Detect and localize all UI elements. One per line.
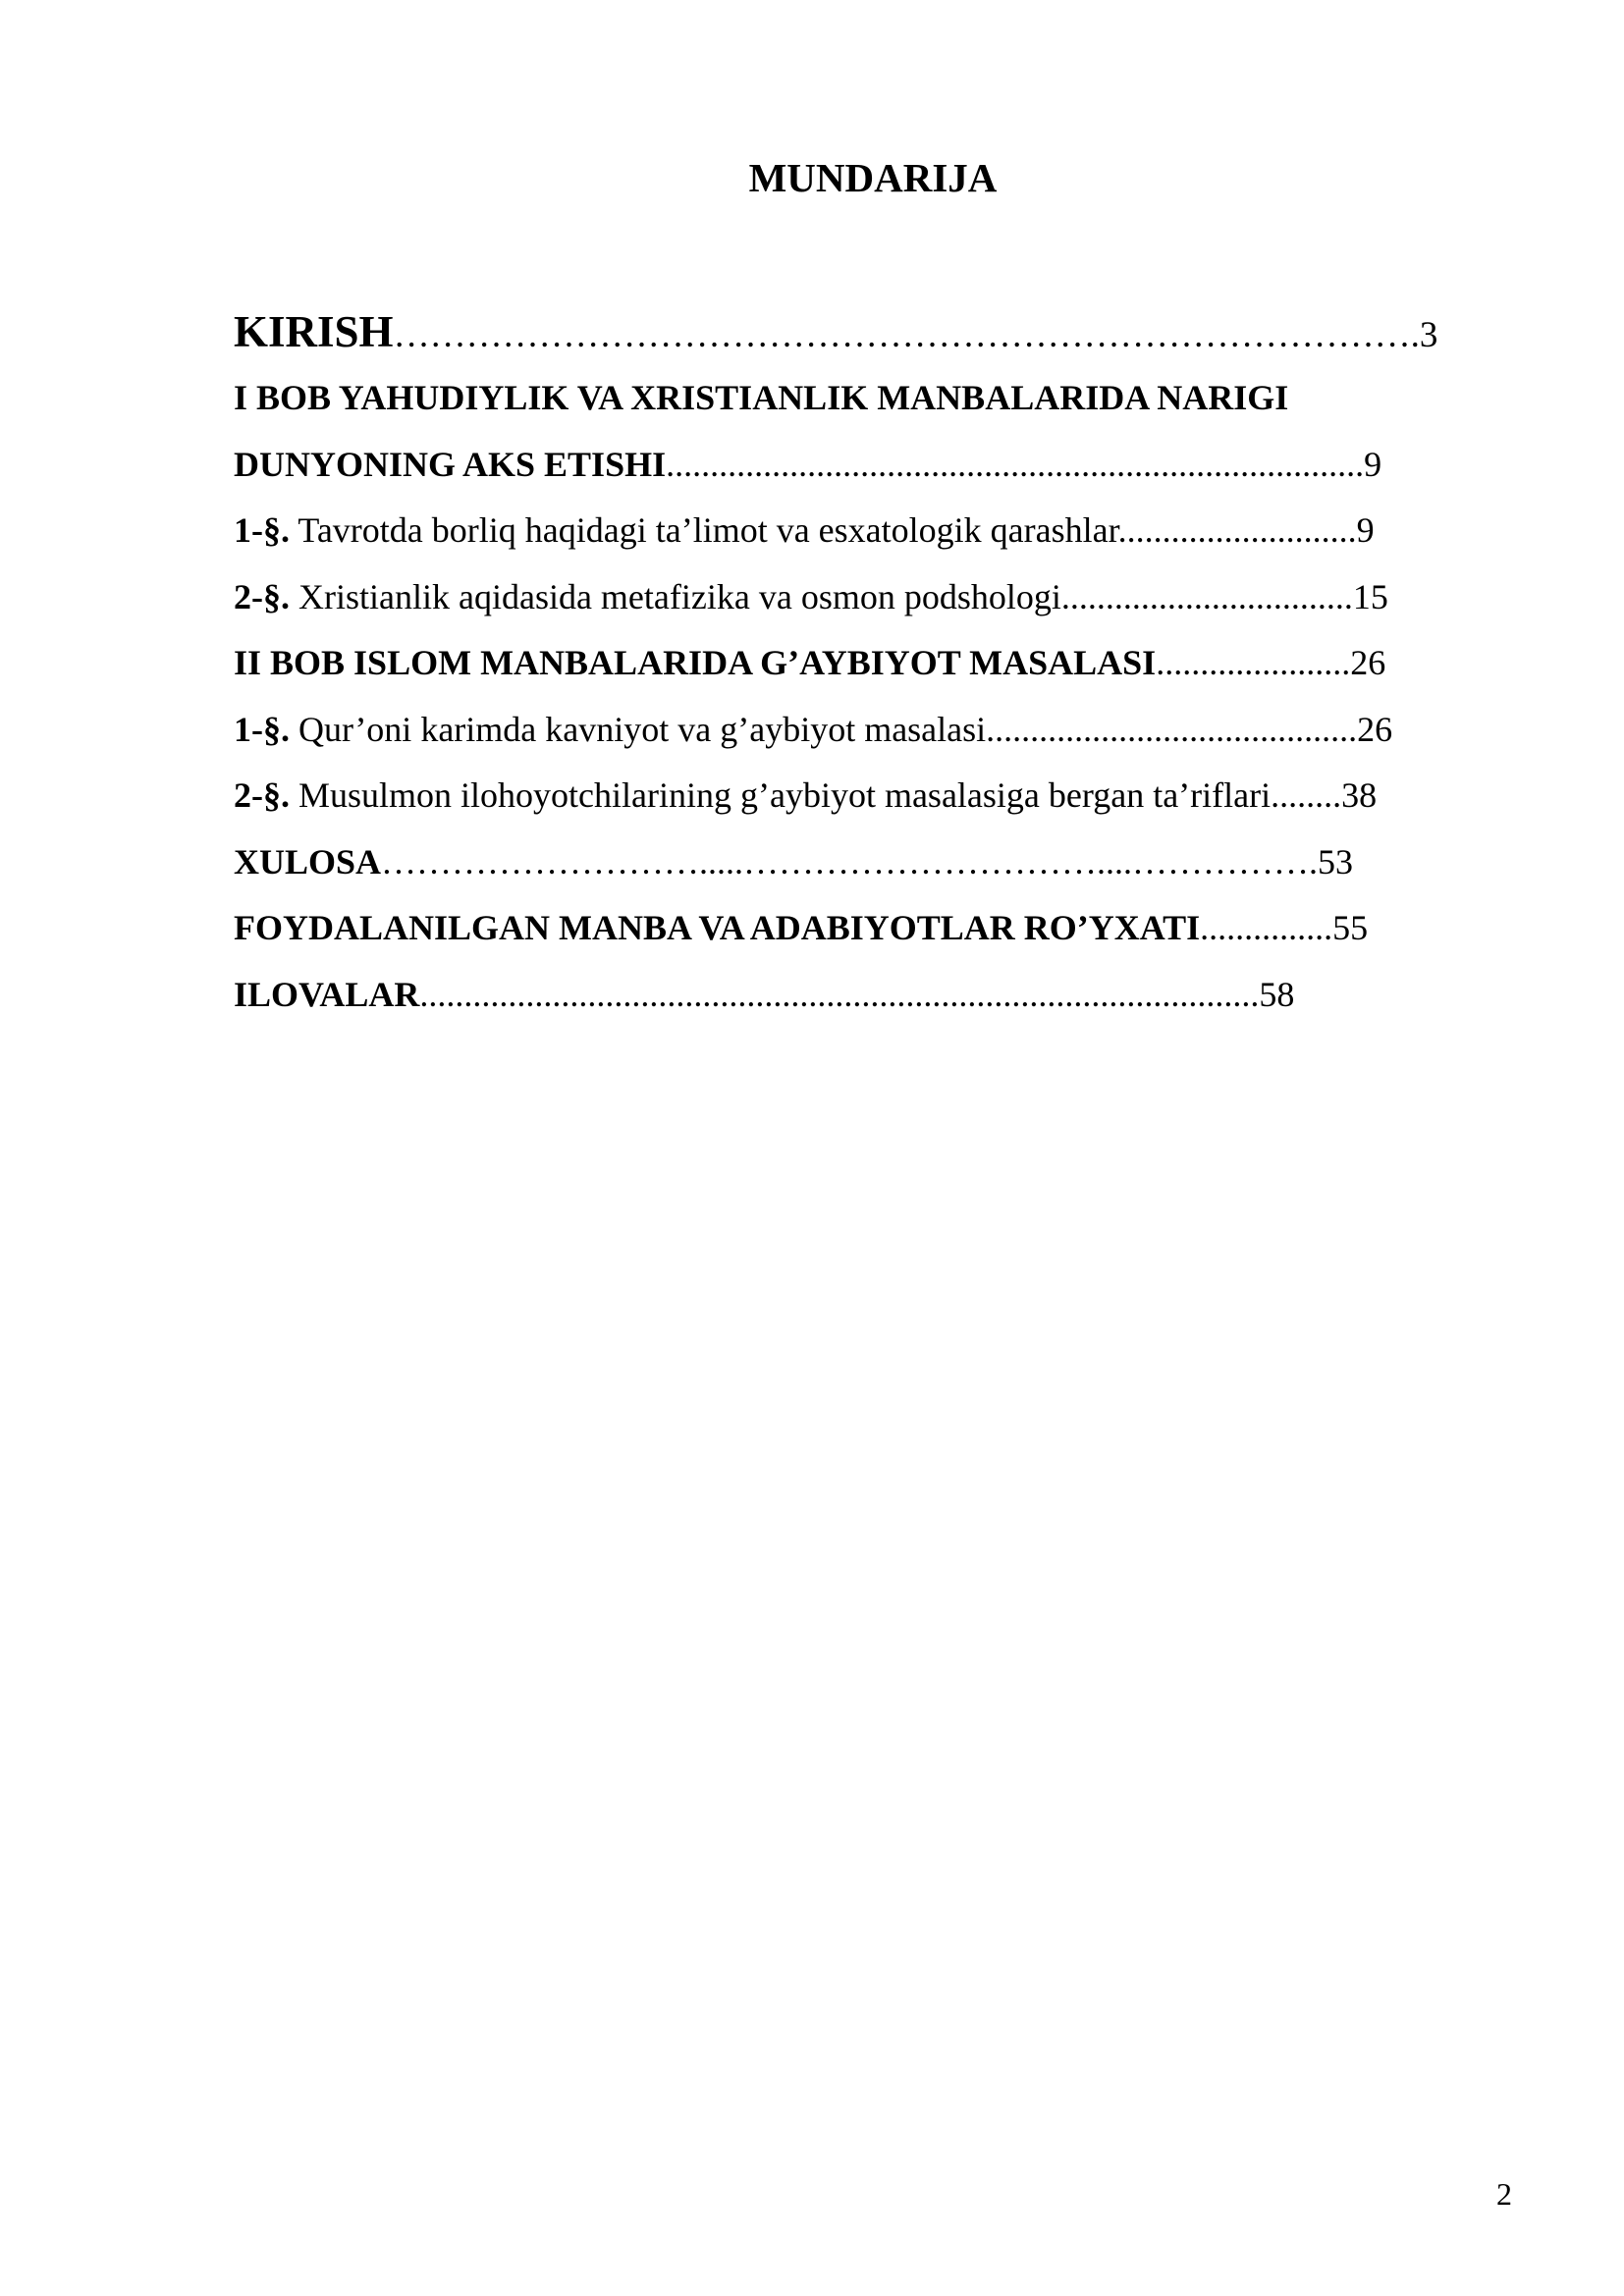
- toc-entry-title: I BOB YAHUDIYLIK VA XRISTIANLIK MANBALARIDA NARIGI: [234, 378, 1289, 417]
- toc-entry-title: Qur’oni karimda kavniyot va g’aybiyot masalasi: [290, 709, 987, 749]
- toc-entry-kirish[interactable]: [234, 299, 1494, 365]
- toc-leader-dots: ...........................: [1117, 510, 1357, 550]
- toc-entry-title: DUNYONING AKS ETISHI: [234, 444, 667, 484]
- toc-leader-dots: ...............: [1200, 908, 1333, 947]
- toc-leader-dots: ………………………………………………………………………….: [393, 315, 1420, 355]
- toc-page-number: 38: [1341, 775, 1378, 815]
- toc-entry-foydalanilgan[interactable]: [234, 895, 1494, 962]
- toc-entry-title: Musulmon ilohoyotchilarining g’aybiyot masalasiga bergan ta’riflari: [290, 775, 1272, 815]
- toc-leader-dots: .................................: [1060, 576, 1353, 616]
- toc-entry-title: ILOVALAR: [234, 974, 420, 1014]
- toc-page-number: 9: [1364, 444, 1382, 484]
- toc-entry-bob1-line1[interactable]: [234, 365, 1494, 432]
- toc-page-number: 15: [1352, 576, 1388, 616]
- toc-page-number: 9: [1356, 510, 1375, 550]
- toc-entry-bob1-section2[interactable]: [234, 564, 1494, 631]
- toc-page-number: 55: [1332, 908, 1369, 947]
- toc-entry-ilovalar[interactable]: [234, 962, 1494, 1029]
- toc-entry-title: XULOSA: [234, 841, 382, 881]
- toc-leader-dots: ......................: [1156, 643, 1351, 682]
- toc-entry-title: Xristianlik aqidasida metafizika va osmon podshologi: [290, 576, 1061, 616]
- toc-page-number: 26: [1357, 709, 1393, 749]
- toc-entry-title: II BOB ISLOM MANBALARIDA G’AYBIYOT MASALASI: [234, 643, 1157, 682]
- toc-page-number: .53: [1309, 841, 1354, 881]
- toc-section-number: 2-§.: [234, 576, 290, 616]
- toc-leader-dots: ……………………….....…………………………....……………: [381, 841, 1310, 881]
- toc-entry-title: KIRISH: [234, 307, 394, 356]
- toc-page-number: 58: [1259, 974, 1295, 1014]
- page-number: 2: [1496, 2176, 1512, 2212]
- toc-entry-bob2-section1[interactable]: [234, 697, 1494, 764]
- toc-section-number: 2-§.: [234, 775, 290, 815]
- toc-leader-dots: ...............................................................................................: [419, 974, 1260, 1014]
- toc-leader-dots: ...............................................................................: [666, 444, 1365, 484]
- toc-leader-dots: ........: [1271, 775, 1342, 815]
- toc-entry-title: FOYDALANILGAN MANBA VA ADABIYOTLAR RO’YXATI: [234, 908, 1201, 947]
- toc-leader-dots: ..........................................: [986, 709, 1358, 749]
- page-title: MUNDARIJA: [748, 155, 998, 200]
- toc-page-number: 3: [1419, 315, 1438, 355]
- toc-section-number: 1-§.: [234, 709, 290, 749]
- toc-entry-xulosa[interactable]: [234, 829, 1494, 896]
- toc-entry-bob2[interactable]: [234, 630, 1494, 697]
- toc-section-number: 1-§.: [234, 510, 290, 550]
- toc-entry-bob1-line2[interactable]: [234, 432, 1494, 499]
- toc-entry-title: Tavrotda borliq haqidagi ta’limot va esxatologik qarashlar: [290, 510, 1118, 550]
- toc-entry-bob1-section1[interactable]: [234, 498, 1494, 564]
- table-of-contents: [234, 299, 1494, 1028]
- toc-entry-bob2-section2[interactable]: [234, 763, 1494, 829]
- toc-page-number: 26: [1350, 643, 1386, 682]
